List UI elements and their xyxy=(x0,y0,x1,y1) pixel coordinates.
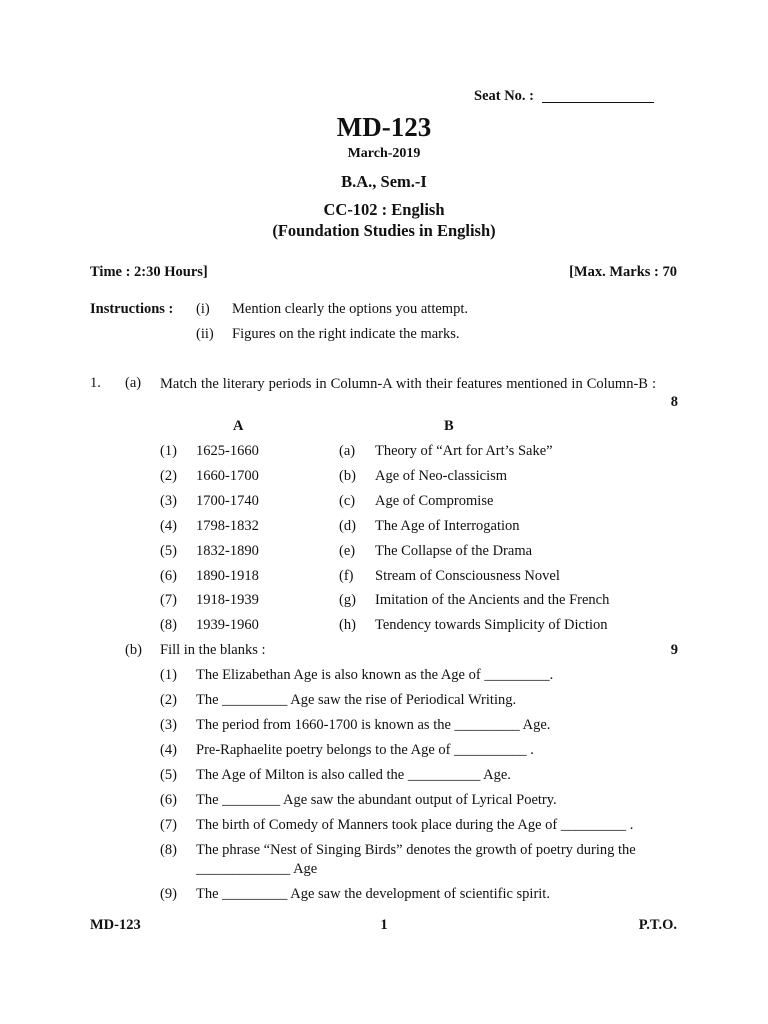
question-number: 1. xyxy=(90,375,101,391)
column-b-heading: B xyxy=(444,418,454,434)
column-b-letter: (d) xyxy=(339,517,356,534)
blank-item-text: The phrase “Nest of Singing Birds” denotes the growth of poetry during the xyxy=(196,842,636,858)
column-b-feature: The Age of Interrogation xyxy=(375,517,520,534)
blank-item-text: The birth of Comedy of Manners took place during the Age of _________ . xyxy=(196,817,634,833)
instruction-number: (ii) xyxy=(196,326,214,342)
column-b-feature: Tendency towards Simplicity of Diction xyxy=(375,617,608,634)
column-a-number: (5) xyxy=(160,542,177,559)
blank-item-text-continued: _____________ Age xyxy=(196,861,318,877)
blank-item-text: The ________ Age saw the abundant output of Lyrical Poetry. xyxy=(196,792,557,808)
column-a-period: 1700-1740 xyxy=(196,492,259,509)
blank-item-text: The Age of Milton is also called the __________ Age. xyxy=(196,767,511,783)
course-name: B.A., Sem.-I xyxy=(341,172,427,191)
column-b-letter: (a) xyxy=(339,443,356,459)
blank-item-text: The _________ Age saw the rise of Periodical Writing. xyxy=(196,692,517,708)
blank-item-number: (9) xyxy=(160,886,177,902)
column-b-letter: (c) xyxy=(339,492,356,509)
column-b-feature: Age of Neo-classicism xyxy=(375,467,508,484)
paper-code: MD-123 xyxy=(336,112,432,142)
column-b-letter: (g) xyxy=(339,592,356,609)
column-b-letter: (b) xyxy=(339,467,356,484)
blank-item-number: (8) xyxy=(160,842,177,858)
part-b-question: Fill in the blanks : xyxy=(160,642,266,658)
footer-paper-code: MD-123 xyxy=(90,917,141,933)
time-allowed: Time : 2:30 Hours] xyxy=(90,264,208,280)
part-a-question: Match the literary periods in Column-A with their features mentioned in Column-B : xyxy=(160,376,656,392)
column-a-period: 1798-1832 xyxy=(196,517,259,534)
column-b-feature: Age of Compromise xyxy=(375,492,494,509)
column-a-period: 1890-1918 xyxy=(196,567,259,584)
max-marks: [Max. Marks : 70 xyxy=(569,264,677,280)
column-a-number: (1) xyxy=(160,443,177,459)
part-a-marks: 8 xyxy=(670,394,678,410)
blank-item-text: The _________ Age saw the development of scientific spirit. xyxy=(196,886,550,902)
blank-item-number: (5) xyxy=(160,767,177,783)
seat-number-blank xyxy=(542,102,654,103)
column-b-letter: (f) xyxy=(339,567,354,584)
blank-item-number: (3) xyxy=(160,717,177,733)
blank-item-text: The period from 1660-1700 is known as the _________ Age. xyxy=(196,717,551,733)
column-a-period: 1832-1890 xyxy=(196,542,259,559)
column-a-heading: A xyxy=(233,418,244,434)
seat-label: Seat No. : xyxy=(474,88,535,104)
blank-item-number: (4) xyxy=(160,742,177,758)
instructions-label: Instructions : xyxy=(90,301,174,317)
column-a-number: (3) xyxy=(160,492,177,509)
column-a-period: 1660-1700 xyxy=(196,467,259,484)
blank-item-number: (7) xyxy=(160,817,177,833)
footer-page-number: 1 xyxy=(380,917,388,933)
part-b-marks: 9 xyxy=(670,642,678,658)
paper-title: CC-102 : English xyxy=(323,200,445,219)
column-a-number: (4) xyxy=(160,517,177,534)
part-a-label: (a) xyxy=(125,375,142,391)
instruction-text: Figures on the right indicate the marks. xyxy=(232,326,460,342)
column-a-number: (6) xyxy=(160,567,177,584)
column-b-letter: (h) xyxy=(339,617,356,634)
blank-item-text: Pre-Raphaelite poetry belongs to the Age of __________ . xyxy=(196,742,534,758)
column-b-letter: (e) xyxy=(339,542,356,559)
column-b-feature: The Collapse of the Drama xyxy=(375,542,533,559)
column-a-number: (7) xyxy=(160,592,177,609)
footer-pto: P.T.O. xyxy=(638,917,677,933)
column-a-number: (2) xyxy=(160,467,177,484)
column-a-period: 1939-1960 xyxy=(196,617,259,634)
blank-item-text: The Elizabethan Age is also known as the Age of _________. xyxy=(196,667,554,683)
column-b-feature: Imitation of the Ancients and the French xyxy=(375,592,610,609)
column-a-period: 1625-1660 xyxy=(196,443,259,459)
column-b-feature: Theory of “Art for Art’s Sake” xyxy=(375,443,553,459)
paper-subtitle: (Foundation Studies in English) xyxy=(272,221,496,240)
column-b-feature: Stream of Consciousness Novel xyxy=(375,567,560,584)
part-b-label: (b) xyxy=(125,642,142,658)
column-a-period: 1918-1939 xyxy=(196,592,259,609)
blank-item-number: (1) xyxy=(160,667,177,683)
blank-item-number: (6) xyxy=(160,792,177,808)
seat-number xyxy=(474,88,654,105)
exam-month: March-2019 xyxy=(347,146,421,161)
instruction-text: Mention clearly the options you attempt. xyxy=(232,301,468,317)
column-a-number: (8) xyxy=(160,617,177,634)
blank-item-number: (2) xyxy=(160,692,177,708)
instruction-number: (i) xyxy=(196,301,210,317)
